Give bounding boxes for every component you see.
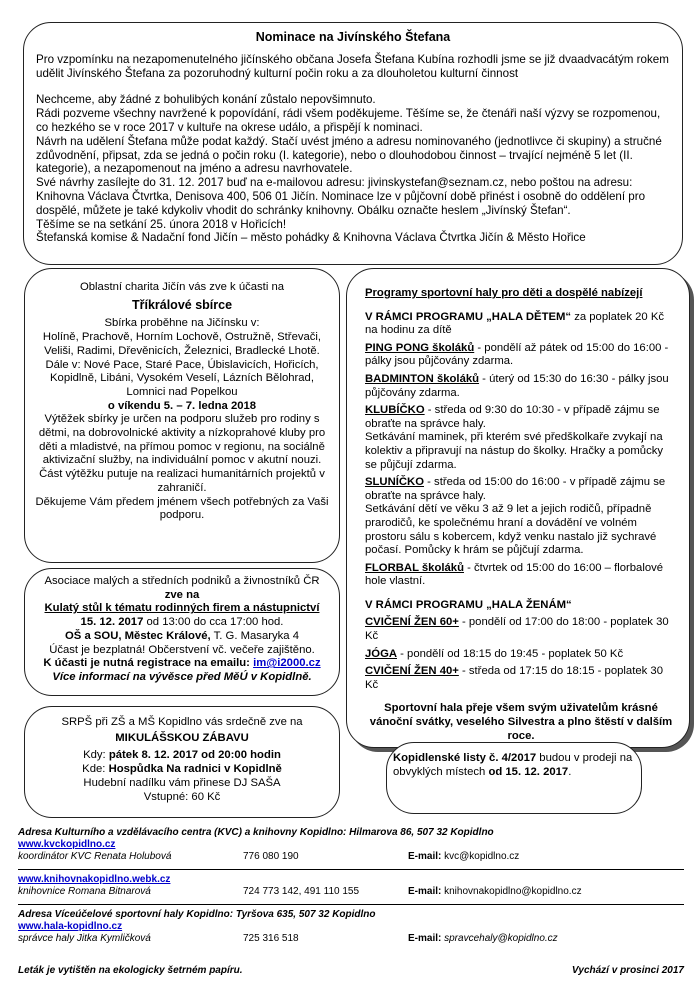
- sport-item: [365, 562, 677, 589]
- stul-free: Účast je bezplatná! Občerstvení vč. večeře zajištěno.: [49, 643, 315, 656]
- newsletter-date: od 15. 12. 2017: [488, 766, 569, 778]
- party-entry: Vstupné: 60 Kč: [143, 791, 221, 803]
- sport-item-text: - středa od 9:30 do 10:30 - v případě zájmu se obraťte na správce haly.: [365, 404, 660, 430]
- stul-organizer: Asociace malých a středních podniků a živnostníků ČR: [44, 575, 320, 587]
- party-when-value: pátek 8. 12. 2017 od 20:00 hodin: [108, 749, 281, 761]
- library-email-label: E-mail:: [408, 886, 442, 897]
- sport-item-text: - středa od 15:00 do 16:00 - v případě zájmu se obraťte na správce haly.: [365, 476, 666, 502]
- kvc-email-label: E-mail:: [408, 851, 442, 862]
- sport-item-text: - čtvrtek od 15:00 do 16:00 – florbalové hole vlastní.: [365, 561, 664, 588]
- stul-place-name: OŠ a SOU, Městec Králové,: [65, 629, 211, 642]
- nomination-text: Těšíme se na setkání 25. února 2018 v Hořicích!: [36, 217, 287, 231]
- sport-item: [365, 648, 677, 662]
- newsletter-sale: budou v prodeji na obvyklých místech: [393, 752, 633, 778]
- sport-item: [365, 476, 677, 503]
- sport-item: [365, 342, 677, 369]
- stul-registration: [29, 657, 335, 671]
- charita-date: o víkendu 5. – 7. ledna 2018: [107, 399, 257, 412]
- charita-text: Holíně, Prachově, Horním Lochově, Ostružně, Střevači, Veliši, Radimi, Dřevěnicích, Železnici, Bradlecké Lhotě.: [42, 331, 322, 357]
- sport-item-desc: Setkávání dětí ve věku 3 až 9 let a jejich rodičů, případně prarodičů, ke společnému hraní a dovádění ve volném prostoru sálu s kobercem, když venku nastalo již sychravé počasí. Pomůcky k hrám se půjčují zdarma.: [365, 503, 657, 557]
- library-phone: 724 773 142, 491 110 155: [243, 886, 360, 897]
- stul-place-address: T. G. Masaryka 4: [210, 629, 299, 642]
- hall-web-link[interactable]: www.hala-kopidlno.cz: [18, 921, 123, 932]
- stul-date-line: [29, 616, 335, 630]
- divider: [18, 904, 684, 905]
- sport-item-text: - pondělí až pátek od 15:00 do 16:00 - pálky jsou půjčovány zdarma.: [365, 341, 669, 368]
- sport-item: [365, 616, 677, 643]
- footer-bottom: [18, 965, 684, 977]
- nomination-intro: Pro vzpomínku na nezapomenutelného jičínského občana Josefa Štefana Kubína rozhodli jsme se již dvaadvacátým rokem udělit Jivínského Štefana za pozoruhodný kulturní počin roku a za dlouholetou kulturní činnost: [36, 52, 669, 80]
- stul-title: Kulatý stůl k tématu rodinných firem a nástupnictví: [44, 602, 320, 615]
- round-table-box: [24, 568, 340, 696]
- sport-item: [365, 373, 677, 400]
- kvc-email[interactable]: kvc@kopidlno.cz: [441, 851, 520, 862]
- nomination-text: Nechceme, aby žádné z bohulibých konání zůstalo nepovšimnuto.: [36, 93, 376, 107]
- sport-item: [365, 665, 677, 692]
- sport-item-name: CVIČENÍ ŽEN 40+: [365, 665, 459, 678]
- program-title: V RÁMCI PROGRAMU „HALA DĚTEM“: [365, 310, 572, 323]
- sport-item-text: - středa od 17:15 do 18:15 - poplatek 30 Kč: [365, 665, 663, 691]
- sport-item-name: BADMINTON školáků: [365, 372, 480, 385]
- sport-item-name: SLUNÍČKO: [365, 476, 424, 489]
- sport-item-text: - pondělí od 18:15 do 19:45 - poplatek 50 Kč: [397, 647, 624, 660]
- charita-intro: Oblastní charita Jičín vás zve k účasti na: [79, 281, 285, 293]
- sport-wish: Sportovní hala přeje všem svým uživatelům krásné vánoční svátky, veselého Silvestra a plno štěstí v dalším roce.: [369, 702, 673, 742]
- eco-note: Leták je vytištěn na ekologicky šetrném papíru.: [18, 965, 243, 976]
- nomination-text: Své návrhy zasílejte do 31. 12. 2017 buď na e-mailovou adresu: jivinskystefan@seznam.cz, nebo poštou na adresu: Knihovna Václava Čtvrtka, Denisova 400, 506 01 Jičín. Nominace lze v půjčovní době přinést i osobně do oddělení pro dospělé, můžete je také kdykoliv vhodit do schránky knihovny. Obálku označte heslem „Jivínský Štefan“.: [36, 176, 646, 217]
- nomination-box: [23, 22, 683, 265]
- newsletter-dot: .: [568, 766, 572, 778]
- hall-email[interactable]: spravcehaly@kopidlno.cz: [441, 933, 558, 944]
- charita-title: Tříkrálové sbírce: [131, 297, 233, 312]
- hall-address: Adresa Víceúčelové sportovní haly Kopidlno: Tyršova 635, 507 32 Kopidlno: [18, 909, 376, 920]
- party-when-label: Kdy:: [83, 749, 109, 761]
- party-intro: SRPŠ při ZŠ a MŠ Kopidlno vás srdečně zve na: [61, 716, 303, 728]
- party-when: [29, 748, 335, 762]
- nomination-signature: Štefanská komise & Nadační fond Jičín – město pohádky & Knihovna Václava Čtvrtka Jičín & Město Hořice: [36, 231, 586, 245]
- kvc-phone: 776 080 190: [243, 851, 299, 862]
- stul-place-line: [29, 630, 335, 644]
- hall-email-label: E-mail:: [408, 933, 442, 944]
- sport-item: [365, 404, 677, 431]
- party-box: [24, 706, 340, 818]
- sport-item-name: PING PONG školáků: [365, 341, 475, 354]
- hall-person: správce haly Jitka Kymličková: [18, 933, 151, 944]
- program-fee: za poplatek 20 Kč na hodinu za dítě: [365, 310, 665, 337]
- nomination-text: Návrh na udělení Štefana může podat každý. Stačí uvést jméno a adresu nominovaného (jednotlivce či skupiny) a stručné zdůvodnění, připsat, zda se jedná o počin roku (I. kategorie), nebo o dlouhodobou činnost – trvající nejméně 5 let (II. kategorie), a nezapomenout na jméno a adresu navrhovatele.: [36, 134, 662, 176]
- sport-item-name: FLORBAL školáků: [365, 561, 464, 574]
- newsletter-text: [393, 751, 635, 779]
- stul-date: 15. 12. 2017: [80, 616, 144, 629]
- charita-text: Sbírka proběhne na Jičínsku v:: [104, 317, 260, 330]
- stul-time: od 13:00 do cca 17:00 hod.: [143, 616, 284, 629]
- library-email[interactable]: knihovnakopidlno@kopidlno.cz: [441, 886, 582, 897]
- party-title: MIKULÁŠSKOU ZÁBAVU: [115, 732, 249, 744]
- nomination-text: Rádi pozveme všechny navržené k popovídání, rádi všem poděkujeme. Těšíme se, že čtenáři naší výzvy se rozpomenou, co hezkého se v roce 2017 v kultuře na okrese událo, a přispějí k nominaci.: [36, 107, 661, 134]
- sport-item-name: CVIČENÍ ŽEN 60+: [365, 616, 459, 629]
- stul-email-link[interactable]: im@i2000.cz: [253, 657, 321, 670]
- program-hala-detem: [365, 311, 677, 338]
- footer: [18, 827, 684, 977]
- party-where: [29, 762, 335, 776]
- program-hala-zenam: V RÁMCI PROGRAMU „HALA ŽENÁM“: [365, 598, 572, 611]
- newsletter-title: Kopidlenské listy č. 4/2017: [393, 752, 537, 764]
- kvc-contact-row: [18, 851, 684, 863]
- stul-registration-text: K účasti je nutná registrace na emailu:: [43, 657, 254, 670]
- hall-phone: 725 316 518: [243, 933, 299, 944]
- sport-item-text: - úterý od 15:30 do 16:30 - pálky jsou půjčovány zdarma.: [365, 372, 669, 399]
- stul-invite: zve na: [164, 588, 200, 601]
- kvc-person: koordinátor KVC Renata Holubová: [18, 851, 172, 862]
- sport-heading: Programy sportovní haly pro děti a dospělé nabízejí: [365, 287, 643, 299]
- sport-item-text: - pondělí od 17:00 do 18:00 - poplatek 30 Kč: [365, 616, 669, 643]
- newsletter-box: [386, 742, 642, 814]
- library-web-link[interactable]: www.knihovnakopidlno.webk.cz: [18, 874, 171, 885]
- party-music: Hudební nadílku vám přinese DJ SAŠA: [83, 777, 281, 789]
- issue-date: Vychází v prosinci 2017: [571, 965, 684, 976]
- sport-item-name: JÓGA: [365, 647, 398, 660]
- hall-contact-row: [18, 933, 684, 945]
- charita-text: Výtěžek sbírky je určen na podporu služeb pro rodiny s dětmi, na dobrovolnické aktivity a nízkoprahové kluby pro děti a mladistvé, na přímou pomoc v regionu, na sociálně aktivizační služby, na individuální pomoc v akutní nouzi. Část výtěžku putuje na realizaci humanitárních projektů v zahraničí.: [38, 413, 326, 494]
- nomination-title: Nominace na Jivínského Štefana: [255, 30, 451, 44]
- charita-text: Děkujeme Vám předem jménem všech potřebných za Vaši podporu.: [35, 495, 329, 522]
- sport-item-name: KLUBÍČKO: [365, 404, 425, 417]
- charita-box: [24, 268, 340, 563]
- library-person: knihovnice Romana Bitnarová: [18, 886, 151, 897]
- party-where-label: Kde:: [82, 763, 109, 775]
- kvc-address: Adresa Kulturního a vzdělávacího centra (KVC) a knihovny Kopidlno: Hilmarova 86, 507 32 Kopidlno: [18, 827, 494, 838]
- sport-hall-box: [346, 268, 690, 748]
- stul-more-info: Více informací na vývěsce před MěÚ v Kopidlně.: [52, 670, 312, 683]
- library-contact-row: [18, 886, 684, 898]
- divider: [18, 869, 684, 870]
- kvc-web-link[interactable]: www.kvckopidlno.cz: [18, 839, 116, 850]
- charita-text: Dále v: Nové Pace, Staré Pace, Úbislavicích, Hořicích, Kopidlně, Libáni, Vysokém Veselí, Lázních Bělohrad, Lomnici nad Popelkou: [45, 358, 319, 398]
- sport-item-desc: Setkávání maminek, při kterém své předškolkaře zvykají na kolektiv a připravují na nástup do školky. Hračky a pomůcky se půjčují zdarma.: [365, 431, 664, 471]
- party-where-value: Hospůdka Na radnici v Kopidlně: [108, 763, 282, 775]
